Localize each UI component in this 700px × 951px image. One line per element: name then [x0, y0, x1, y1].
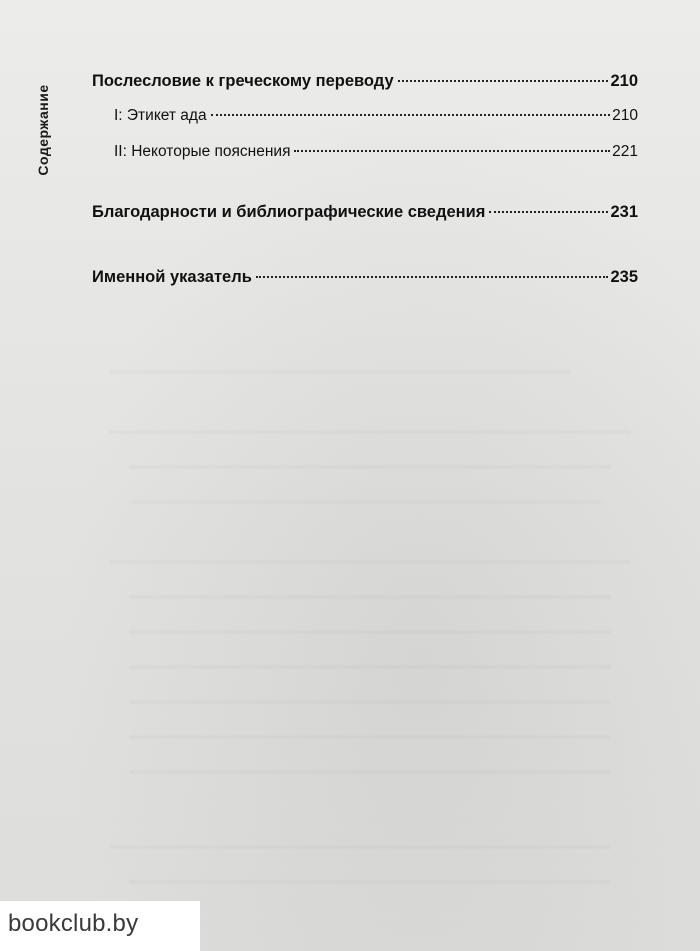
toc-entry-title: II: Некоторые пояснения — [114, 143, 291, 160]
toc-entry-afterword[interactable] — [92, 72, 638, 91]
toc-entry-page: 210 — [610, 72, 638, 90]
toc-entry-page: 210 — [612, 107, 638, 124]
toc-entry-page: 221 — [612, 143, 638, 160]
toc-entry-page: 235 — [610, 268, 638, 286]
side-label-text: Содержание — [35, 84, 51, 176]
toc-entry-explanations[interactable] — [114, 143, 638, 161]
bleed-through-text — [90, 350, 680, 890]
dot-leader — [211, 114, 611, 116]
toc-entry-title: Благодарности и библиографические сведения — [92, 203, 486, 221]
toc-entry-page: 231 — [610, 203, 638, 221]
toc-entry-name-index[interactable] — [92, 268, 638, 287]
site-watermark — [0, 901, 200, 951]
section-side-label — [18, 70, 68, 190]
dot-leader — [398, 80, 609, 82]
dot-leader — [489, 211, 608, 213]
toc-entry-etiquette[interactable] — [114, 107, 638, 125]
toc-entry-title: Послесловие к греческому переводу — [92, 72, 394, 90]
toc-entry-title: I: Этикет ада — [114, 107, 207, 124]
watermark-text: bookclub.by — [8, 910, 139, 937]
dot-leader — [294, 150, 610, 152]
toc-entry-title: Именной указатель — [92, 268, 252, 286]
toc-entry-acknowledgements[interactable] — [92, 203, 638, 222]
dot-leader — [256, 276, 609, 278]
